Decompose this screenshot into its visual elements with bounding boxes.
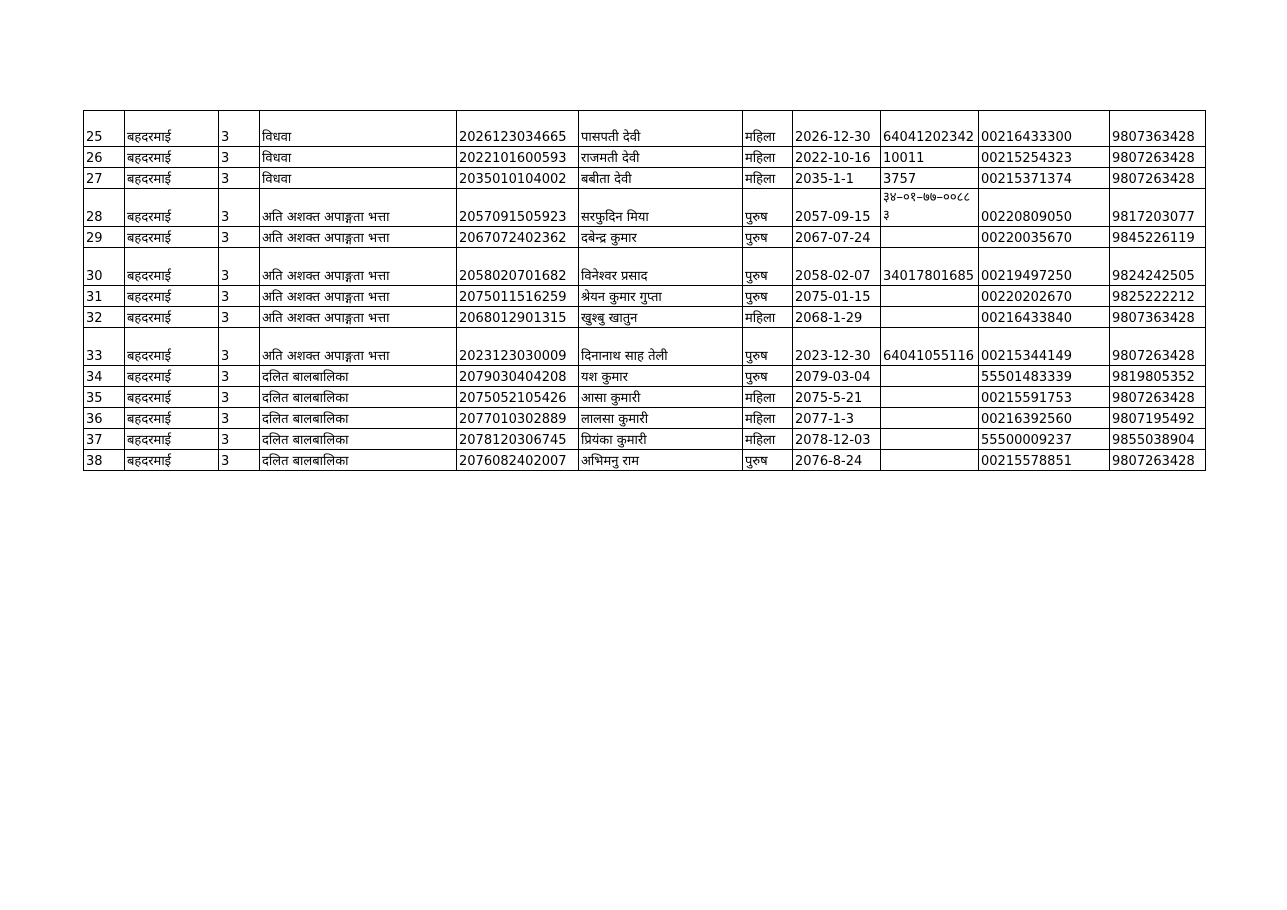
cell-phone: 9807263428	[1110, 450, 1206, 471]
cell-name: प्रियंका कुमारी	[579, 429, 743, 450]
cell-category: दलित बालबालिका	[260, 429, 457, 450]
cell-name: विनेश्वर प्रसाद	[579, 248, 743, 286]
cell-name: पासपती देवी	[579, 111, 743, 147]
cell-phone: 9824242505	[1110, 248, 1206, 286]
cell-ward-no: 3	[219, 328, 260, 366]
cell-phone: 9855038904	[1110, 429, 1206, 450]
cell-dob: 2079-03-04	[793, 366, 881, 387]
cell-gender: महिला	[743, 387, 793, 408]
cell-gender: पुरुष	[743, 366, 793, 387]
cell-dob: 2068-1-29	[793, 307, 881, 328]
cell-ward-no: 3	[219, 366, 260, 387]
cell-ward-no: 3	[219, 307, 260, 328]
cell-gender: पुरुष	[743, 248, 793, 286]
cell-phone: 9807263428	[1110, 328, 1206, 366]
cell-card: 00215371374	[979, 168, 1110, 189]
table-row	[84, 189, 1206, 227]
cell-ward-place: बहदरमाई	[125, 147, 219, 168]
cell-card: 00215344149	[979, 328, 1110, 366]
cell-account	[881, 227, 979, 248]
cell-sn: 29	[84, 227, 125, 248]
cell-ward-place: बहदरमाई	[125, 189, 219, 227]
cell-name: दिनानाथ साह तेली	[579, 328, 743, 366]
cell-dob: 2075-01-15	[793, 286, 881, 307]
cell-name: सरफुदिन मिया	[579, 189, 743, 227]
cell-gender: पुरुष	[743, 328, 793, 366]
cell-phone: 9825222212	[1110, 286, 1206, 307]
cell-ward-no: 3	[219, 408, 260, 429]
cell-gender: महिला	[743, 408, 793, 429]
cell-sn: 30	[84, 248, 125, 286]
cell-id: 2075011516259	[457, 286, 579, 307]
cell-ward-no: 3	[219, 227, 260, 248]
cell-dob: 2022-10-16	[793, 147, 881, 168]
cell-sn: 35	[84, 387, 125, 408]
cell-name: यश कुमार	[579, 366, 743, 387]
cell-phone: 9807263428	[1110, 168, 1206, 189]
cell-phone: 9807363428	[1110, 307, 1206, 328]
cell-ward-place: बहदरमाई	[125, 227, 219, 248]
cell-sn: 27	[84, 168, 125, 189]
cell-dob: 2067-07-24	[793, 227, 881, 248]
cell-dob: 2026-12-30	[793, 111, 881, 147]
cell-card: 00215254323	[979, 147, 1110, 168]
cell-sn: 25	[84, 111, 125, 147]
cell-sn: 34	[84, 366, 125, 387]
cell-name: दबेन्द्र कुमार	[579, 227, 743, 248]
cell-gender: पुरुष	[743, 450, 793, 471]
cell-sn: 33	[84, 328, 125, 366]
cell-account: 64041202342	[881, 111, 979, 147]
table-row	[84, 307, 1206, 328]
cell-gender: महिला	[743, 429, 793, 450]
cell-account	[881, 307, 979, 328]
cell-gender: महिला	[743, 307, 793, 328]
table-row	[84, 408, 1206, 429]
table-row	[84, 286, 1206, 307]
cell-account: ३४–०१–७७–००८८३	[881, 189, 979, 227]
cell-ward-place: बहदरमाई	[125, 111, 219, 147]
cell-card: 00216392560	[979, 408, 1110, 429]
cell-ward-no: 3	[219, 286, 260, 307]
cell-account	[881, 429, 979, 450]
cell-category: दलित बालबालिका	[260, 366, 457, 387]
cell-ward-place: बहदरमाई	[125, 366, 219, 387]
cell-id: 2068012901315	[457, 307, 579, 328]
cell-sn: 28	[84, 189, 125, 227]
table-row	[84, 328, 1206, 366]
table-row	[84, 168, 1206, 189]
table-row	[84, 111, 1206, 147]
table-row	[84, 366, 1206, 387]
cell-name: राजमती देवी	[579, 147, 743, 168]
cell-ward-place: बहदरमाई	[125, 286, 219, 307]
cell-sn: 32	[84, 307, 125, 328]
cell-ward-no: 3	[219, 189, 260, 227]
cell-category: दलित बालबालिका	[260, 387, 457, 408]
cell-name: लालसा कुमारी	[579, 408, 743, 429]
table-row	[84, 450, 1206, 471]
cell-card: 00219497250	[979, 248, 1110, 286]
cell-id: 2057091505923	[457, 189, 579, 227]
cell-category: अति अशक्त अपाङ्गता भत्ता	[260, 328, 457, 366]
cell-sn: 36	[84, 408, 125, 429]
cell-account	[881, 450, 979, 471]
cell-ward-no: 3	[219, 111, 260, 147]
cell-dob: 2057-09-15	[793, 189, 881, 227]
cell-ward-place: बहदरमाई	[125, 387, 219, 408]
cell-account: 10011	[881, 147, 979, 168]
cell-category: दलित बालबालिका	[260, 408, 457, 429]
cell-card: 00220202670	[979, 286, 1110, 307]
cell-account: 34017801685	[881, 248, 979, 286]
table-row	[84, 227, 1206, 248]
cell-phone: 9807363428	[1110, 111, 1206, 147]
cell-sn: 26	[84, 147, 125, 168]
cell-card: 00215578851	[979, 450, 1110, 471]
cell-ward-no: 3	[219, 429, 260, 450]
cell-card: 55500009237	[979, 429, 1110, 450]
cell-ward-place: बहदरमाई	[125, 328, 219, 366]
cell-dob: 2078-12-03	[793, 429, 881, 450]
cell-gender: महिला	[743, 168, 793, 189]
cell-account: 64041055116	[881, 328, 979, 366]
beneficiary-sheet	[83, 110, 1205, 471]
cell-gender: महिला	[743, 111, 793, 147]
cell-category: दलित बालबालिका	[260, 450, 457, 471]
cell-name: अभिमनु राम	[579, 450, 743, 471]
cell-name: बबीता देवी	[579, 168, 743, 189]
cell-category: अति अशक्त अपाङ्गता भत्ता	[260, 307, 457, 328]
cell-gender: पुरुष	[743, 189, 793, 227]
cell-name: आसा कुमारी	[579, 387, 743, 408]
cell-ward-no: 3	[219, 168, 260, 189]
cell-sn: 31	[84, 286, 125, 307]
cell-ward-no: 3	[219, 387, 260, 408]
cell-card: 00220035670	[979, 227, 1110, 248]
cell-phone: 9807263428	[1110, 147, 1206, 168]
cell-account	[881, 408, 979, 429]
cell-gender: पुरुष	[743, 286, 793, 307]
cell-card: 00215591753	[979, 387, 1110, 408]
cell-ward-no: 3	[219, 248, 260, 286]
cell-account	[881, 366, 979, 387]
cell-card: 00220809050	[979, 189, 1110, 227]
cell-dob: 2075-5-21	[793, 387, 881, 408]
cell-ward-no: 3	[219, 450, 260, 471]
table-row	[84, 147, 1206, 168]
cell-dob: 2077-1-3	[793, 408, 881, 429]
cell-id: 2077010302889	[457, 408, 579, 429]
cell-ward-no: 3	[219, 147, 260, 168]
cell-sn: 37	[84, 429, 125, 450]
cell-id: 2067072402362	[457, 227, 579, 248]
cell-name: श्रेयन कुमार गुप्ता	[579, 286, 743, 307]
cell-name: खुश्बु खातुन	[579, 307, 743, 328]
cell-id: 2022101600593	[457, 147, 579, 168]
cell-account	[881, 387, 979, 408]
cell-id: 2023123030009	[457, 328, 579, 366]
cell-phone: 9807263428	[1110, 387, 1206, 408]
cell-phone: 9845226119	[1110, 227, 1206, 248]
cell-phone: 9817203077	[1110, 189, 1206, 227]
cell-category: अति अशक्त अपाङ्गता भत्ता	[260, 286, 457, 307]
cell-ward-place: बहदरमाई	[125, 168, 219, 189]
cell-ward-place: बहदरमाई	[125, 408, 219, 429]
cell-ward-place: बहदरमाई	[125, 307, 219, 328]
cell-category: अति अशक्त अपाङ्गता भत्ता	[260, 248, 457, 286]
cell-dob: 2023-12-30	[793, 328, 881, 366]
cell-id: 2035010104002	[457, 168, 579, 189]
cell-dob: 2058-02-07	[793, 248, 881, 286]
cell-category: विधवा	[260, 111, 457, 147]
cell-gender: महिला	[743, 147, 793, 168]
cell-id: 2075052105426	[457, 387, 579, 408]
cell-id: 2076082402007	[457, 450, 579, 471]
table-row	[84, 248, 1206, 286]
cell-phone: 9819805352	[1110, 366, 1206, 387]
cell-account	[881, 286, 979, 307]
cell-ward-place: बहदरमाई	[125, 450, 219, 471]
cell-gender: पुरुष	[743, 227, 793, 248]
beneficiary-table	[83, 110, 1206, 471]
cell-card: 55501483339	[979, 366, 1110, 387]
cell-dob: 2076-8-24	[793, 450, 881, 471]
cell-category: विधवा	[260, 147, 457, 168]
cell-id: 2058020701682	[457, 248, 579, 286]
cell-id: 2026123034665	[457, 111, 579, 147]
cell-sn: 38	[84, 450, 125, 471]
cell-category: अति अशक्त अपाङ्गता भत्ता	[260, 189, 457, 227]
cell-category: विधवा	[260, 168, 457, 189]
cell-dob: 2035-1-1	[793, 168, 881, 189]
cell-card: 00216433300	[979, 111, 1110, 147]
table-row	[84, 387, 1206, 408]
cell-ward-place: बहदरमाई	[125, 429, 219, 450]
cell-ward-place: बहदरमाई	[125, 248, 219, 286]
cell-phone: 9807195492	[1110, 408, 1206, 429]
cell-account: 3757	[881, 168, 979, 189]
cell-id: 2079030404208	[457, 366, 579, 387]
cell-category: अति अशक्त अपाङ्गता भत्ता	[260, 227, 457, 248]
cell-id: 2078120306745	[457, 429, 579, 450]
cell-card: 00216433840	[979, 307, 1110, 328]
table-row	[84, 429, 1206, 450]
